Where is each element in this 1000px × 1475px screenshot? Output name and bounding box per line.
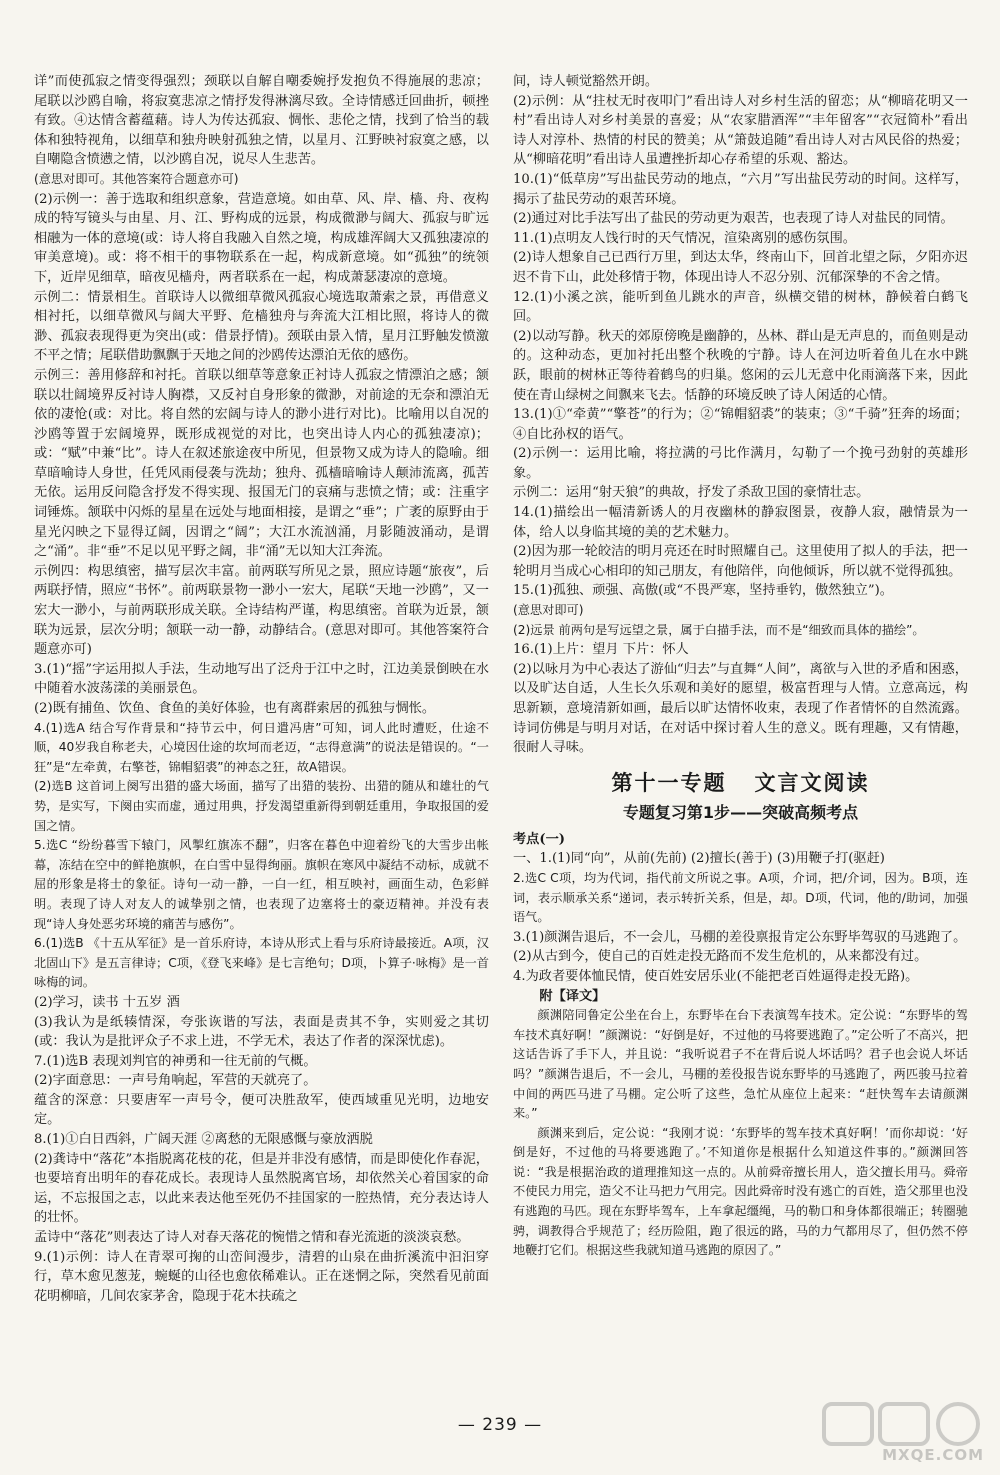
translation-paragraph: 颜渊来到后，定公说：“我刚才说：‘东野毕的驾车技术真好啊！’而你却说：‘好倒是好，不过他的马将要逃跑了。’不知道你是根据什么知道这件事的。”颜渊回答说：“我是根据治政的道理推知这一点的。从前舜帝擅长用人，造父擅长用马。舜帝不使民力用完，造父不让马把力气用完。因此舜帝时没有逃亡的百姓，造父那里也没有逃跑的马匹。现在东野毕驾车，上车拿起缰绳，马的勒口和身体都很端正；转圈驰骋，调教得合乎规范了；经历险阻，跑了很远的路，马的力气都用尽了，但仍然不停地鞭打它们。根据这些我就知道马逃跑的原因了。” (513, 1125, 968, 1258)
answer-note: (意思对即可) (513, 603, 584, 618)
answer-item-13-2: (2)示例一：运用比喻，将拉满的弓比作满月，勾勒了一个挽弓劲射的英雄形象。 (513, 446, 968, 481)
answer-item-16-2: (2)以咏月为中心表达了游仙“归去”与直舞“人间”，离欲与入世的矛盾和困惑，以及旷达自适，人生长久乐观和美好的愿望，极富哲理与人情。立意高远，构思新颖，意境清新如画，最后以旷达情怀收束，表现了作者情怀的自然流露。诗词仿佛是与明月对话，在对话中探讨着人生的意义。既有理趣，又有情趣，很耐人寻味。 (513, 661, 968, 756)
answer-paragraph: 示例二：运用“射天狼”的典故，抒发了杀敌卫国的豪情壮志。 (513, 485, 870, 501)
answer-item-10-1: 10.(1)“低草房”写出盐民劳动的地点，“六月”写出盐民劳动的时间。这样写，揭示了盐民劳动的艰苦环境。 (513, 171, 968, 207)
answer-item-8-2: (2)龚诗中“落花”本指脱离花枝的花，但是并非没有感情，而是即使化作春泥，也要培育出明年的春花成长。表现诗人虽然脱离官场，却依然关心着国家的命运，不忘报国之志，以此来表达他至死仍不挂国家的一腔热情，充分表达诗人的壮怀。 (34, 1151, 489, 1226)
answer-note: (意思对即可。其他答案符合题意亦可) (34, 171, 239, 186)
section-subtitle (513, 800, 968, 826)
answer-item-4-1: 4.(1)选A 结合写作背景和“持节云中，何日遣冯唐”可知，词人此时遭贬，仕途不顺，40岁我自称老夫，心境因仕途的坎坷而老迈，“志得意满”的说法是错误的。“一狂”是“左牵黄，右擎苍，锦帽貂裘”的神态之狂，故A错误。 (34, 720, 489, 774)
answer-item-6-1: 6.(1)选B 《十五从军征》是一首乐府诗，本诗从形式上看与乐府诗最接近。A项，汉北固山下》是五言律诗；C项，《登飞来峰》是七言绝句；D项，卜算子·咏梅》是一首咏梅的词。 (34, 936, 489, 990)
answer-item-8-1: 8.(1)①白日西斜，广阔天涯 ②离愁的无限感慨与豪放洒脱 (34, 1132, 373, 1148)
watermark-logo (818, 1398, 988, 1468)
answer-item-3-2: (2)既有捕鱼、饮鱼、食鱼的美好体验，也有离群索居的孤独与惆怅。 (34, 701, 436, 716)
answer-paragraph: 间，诗人顿觉豁然开朗。 (513, 74, 659, 89)
section-title (513, 768, 968, 798)
watermark-text: MXQE.COM (882, 1446, 984, 1465)
answer-item-11-1: 11.(1)点明友人饯行时的天气情况，渲染离别的感伤氛围。 (513, 230, 856, 246)
answer-item-9-1: 9.(1)示例：诗人在青翠可掬的山峦间漫步，清碧的山泉在曲折溪流中汩汩穿行，草木愈见葱茏，蜿蜒的山径也愈依稀难认。正在迷惘之际，突然看见前面花明柳暗，几间农家茅舍，隐现于花木扶疏之 (34, 1249, 489, 1304)
answer-item-13-1: 13.(1)①“牵黄”“擎苍”的行为；②“锦帽貂裘”的装束；③“千骑”狂奔的场面；④自比孙权的语气。 (513, 407, 968, 442)
answer-item-12-1: 12.(1)小溪之滨，能听到鱼儿跳水的声音，纵横交错的树林，静候着白鹤飞回。 (513, 289, 968, 325)
left-column (34, 72, 489, 1306)
answer-paragraph: 孟诗中“落花”则表达了诗人对春天落花的惋惜之情和春光流逝的淡淡哀愁。 (34, 1230, 470, 1246)
right-column (513, 72, 968, 1261)
answer-item-15-2: (2)远景 前两句是写远望之景，属于白描手法，而不是“细致而具体的描绘”。 (513, 622, 925, 637)
section-number: 第十一专题 (611, 770, 727, 795)
answer-item-16-1: 16.(1)上片：望月 下片：怀人 (513, 642, 689, 658)
answer-paragraph: (2)示例一：善于选取和组织意象，营造意境。如由草、风、岸、樯、舟、夜构成的特写镜头与由星、月、江、野构成的远景，构成微渺与阔大、孤寂与旷远相融为一体的意境(或：诗人将自我融入自然之境，构成雄浑阔大又孤独凄凉的审美意境)。或：将不相干的事物联系在一起，构成新意境。如“孤独”的统领下，近岸见细草，暗夜见樯舟，两者联系在一起，构成萧瑟凄凉的意境。 (34, 191, 489, 285)
page-number: — 239 — (457, 1415, 543, 1435)
answer-paragraph: 示例四：构思缜密，描写层次丰富。前两联写所见之景，照应诗题“旅夜”，后两联抒情，照应“书怀”。前两联景物一渺小一宏大，尾联“天地一沙鸥”，又一宏大一渺小，与前两联形成关联。全诗结构严谨，构思缜密。首联为近景，颔联为远景，层次分明；颔联一动一静，动静结合。(意思对即可。其他答案符合题意亦可) (34, 563, 489, 658)
answer-item-6-2: (2)学习，读书 十五岁 酒 (34, 994, 180, 1010)
answer-item-2: 2.选C C项，均为代词，指代前文所说之事。A项，介词，把/介词，因为。B项，连词，表示顺承关系“递词，表示转折关系，但是，却。D项，代词，他的/助词，加强语气。 (513, 870, 968, 925)
answer-item-14-2: (2)因为那一轮皎洁的明月亮还在时时照耀自己。这里使用了拟人的手法，把一轮明月当成心心相印的知己朋友，有他陪伴，向他倾诉，所以就不觉得孤独。 (513, 544, 968, 579)
answer-item-15-1: 15.(1)孤独、顽强、高傲(或“不畏严寒，坚持垂钓，傲然独立”)。 (513, 583, 893, 599)
subtitle-topic: ——突破高频考点 (730, 802, 859, 822)
answer-item-9-2: (2)示例：从“拄杖无时夜叩门”看出诗人对乡村生活的留恋；从“柳暗花明又一村”看出诗人对乡村美景的喜爱；从“农家腊酒浑”“丰年留客”“衣冠简朴”看出诗人对淳朴、热情的村民的赞美；从“箫鼓追随”看出诗人对古风民俗的热爱；从“柳暗花明”看出诗人虽遭挫折却心存希望的乐观、豁达。 (513, 93, 968, 168)
answer-paragraph: 蕴含的深意：只要唐军一声号令，便可决胜敌军，使西域重见光明，边地安定。 (34, 1092, 489, 1128)
answer-item-3-1: 3.(1)颜渊告退后，不一会儿，马棚的差役禀报肯定公东野毕驾驭的马逃跑了。 (513, 929, 967, 945)
translation-paragraph: 颜渊陪同鲁定公坐在台上，东野毕在台下表演驾车技术。定公说：“东野毕的驾车技术真好啊！”颜渊说：“好倒是好，不过他的马将要逃跑了。”定公听了不高兴，把这话告诉了手下人，并且说：“我听说君子不在背后说人坏话吗？君子也会说人坏话吗？”颜渊告退后，不一会儿，马棚的差役报告说东野毕的马逃跑了，两匹骏马拉着中间的两匹马进了马棚。定公听了这些，急忙从座位上起来：“赶快驾车去请颜渊来。” (513, 1008, 968, 1121)
answer-item-14-1: 14.(1)描绘出一幅清新诱人的月夜幽林的静寂图景，夜静人寂，融情景为一体，给人以身临其境的美的艺术魅力。 (513, 505, 968, 540)
answer-item-12-2: (2)以动写静。秋天的郊原傍晚是幽静的，丛林、群山是无声息的，而鱼则是动的。这种动态，更加衬托出整个秋晚的宁静。诗人在河边听着鱼儿在水中跳跃，眼前的树林正等待着鹤鸟的归巢。悠闲的云儿无意中化雨滴落下来，因此使在青山绿树之间飘来飞去。恬静的环境反映了诗人闲适的心情。 (513, 328, 968, 403)
answer-item-4: 4.为政者要体恤民情，使百姓安居乐业(不能把老百姓逼得走投无路)。 (513, 968, 919, 984)
answer-item-3-2: (2)从古到今，使自己的百姓走投无路而不发生危机的，从来都没有过。 (513, 949, 928, 965)
answer-item-11-2: (2)诗人想象自己已西行万里，到达太华，终南山下，回首北望之际，夕阳亦迟迟不肯下山，此处移情于物，体现出诗人不忍分别、沉郁深挚的不舍之情。 (513, 250, 968, 285)
answer-item-7-2: (2)字面意思：一声号角响起，军营的天就亮了。 (34, 1073, 317, 1089)
answer-paragraph: 示例二：情景相生。首联诗人以微细草微风孤寂心境选取萧索之景，再借意义相衬托，以细草微风与阔大平野、危樯独舟与奔流大江相比照，将诗人的微渺、孤寂表现得更为突出(或：借景抒情)。颈联由景入情，星月江野触发愤激不平之情；尾联借助飘飘于天地之间的沙鸥传达漂泊无依的感伤。 (34, 289, 489, 364)
answer-item-10-2: (2)通过对比手法写出了盐民的劳动更为艰苦，也表现了诗人对盐民的同情。 (513, 211, 954, 227)
answer-item-4-2: (2)选B 这首词上阕写出猎的盛大场面，描写了出猎的装扮、出猎的随从和雄壮的气势，是实写，下阕由实而虚，通过用典，抒发渴望重新得到朝廷重用，争取报国的爱国之情。 (34, 779, 489, 833)
answer-item-7-1: 7.(1)选B 表现刘判官的神勇和一往无前的气概。 (34, 1053, 317, 1069)
answer-item-6-3: (3)我认为是纸辏情深，夸张诙谐的写法，表面是责其不争，实则爱之其切(或：我认为是批评众子不求上进，不学无术，表达了作者的深深忧虑)。 (34, 1014, 489, 1050)
translation-label: 附【译文】 (539, 988, 606, 1004)
section-name: 文言文阅读 (754, 770, 870, 795)
answer-item-5: 5.选C “纷纷暮雪下辕门，风掣红旗冻不翻”，归客在暮色中迎着纷飞的大雪步出帐幕，冻结在空中的鲜艳旗帜，在白雪中显得绚丽。旗帜在寒风中凝结不动标，成就不屈的形象是将士的象征。诗句一动一静，一白一红，相互映衬，画面生动，色彩鲜明。表现了诗人对友人的诚挚别之情，也表现了边塞将士的豪迈精神。并没有表现“诗人身处恶劣环境的痛苦与感伤”。 (34, 838, 489, 931)
answer-item-3-1: 3.(1)“摇”字运用拟人手法，生动地写出了泛舟于江中之时，江边美景倒映在水中随着水波荡漾的美丽景色。 (34, 661, 489, 697)
kaodian-label: 考点(一) (513, 831, 566, 847)
answer-paragraph: 示例三：善用修辞和衬托。首联以细草等意象正衬诗人孤寂之情漂泊之感；颔联以壮阔境界反衬诗人胸襟，又反衬自身形象的微渺，对前途的无奈和漂泊无依的凄怆(或：对比。将自然的宏阔与诗人的渺小进行对比)。比喻用以自况的沙鸥等置于宏阔境界，既形成视觉的对比，也突出诗人内心的孤独凄凉)；或：“赋”中兼“比”。诗人在叙述旅途夜中所见，但景物又成为诗人的隐喻。细草暗喻诗人身世，任凭风雨侵袭与洗劫；独舟、孤樯暗喻诗人颠沛流离，孤苦无依。运用反问隐含抒发不得实现、报国无门的哀痛与悲愤之情；或：注重字词锤炼。颔联中闪烁的星星在远处与地面相接，是谓之“垂”；广袤的原野由于星光闪映之下显得辽阔，因谓之“阔”；大江水流汹涌，月影随波涌动，是谓之“涌”。非“垂”不足以见平野之阔，非“涌”无以知大江奔流。 (34, 367, 489, 560)
answer-item-1: 一、1.(1)同“向”，从前(先前) (2)擅长(善于) (3)用鞭子打(驱赶) (513, 851, 885, 867)
subtitle-step: 专题复习第1步 (622, 802, 731, 822)
answer-paragraph: 详”而使孤寂之情变得强烈；颈联以自解自嘲委婉抒发抱负不得施展的悲凉；尾联以沙鸥自喻，将寂寞悲凉之情抒发得淋漓尽致。全诗情感迁回曲折，顿挫有致。④达情含蓄蕴藉。诗人为传达孤寂、惆怅、悲伦之情，找到了恰当的载体和独特视角，以细草和独舟映射孤独之情，以星月、江野映衬寂寞之感，以自嘲隐含愤懑之情，以沙鸥自况，说尽人生悲苦。 (34, 74, 489, 168)
